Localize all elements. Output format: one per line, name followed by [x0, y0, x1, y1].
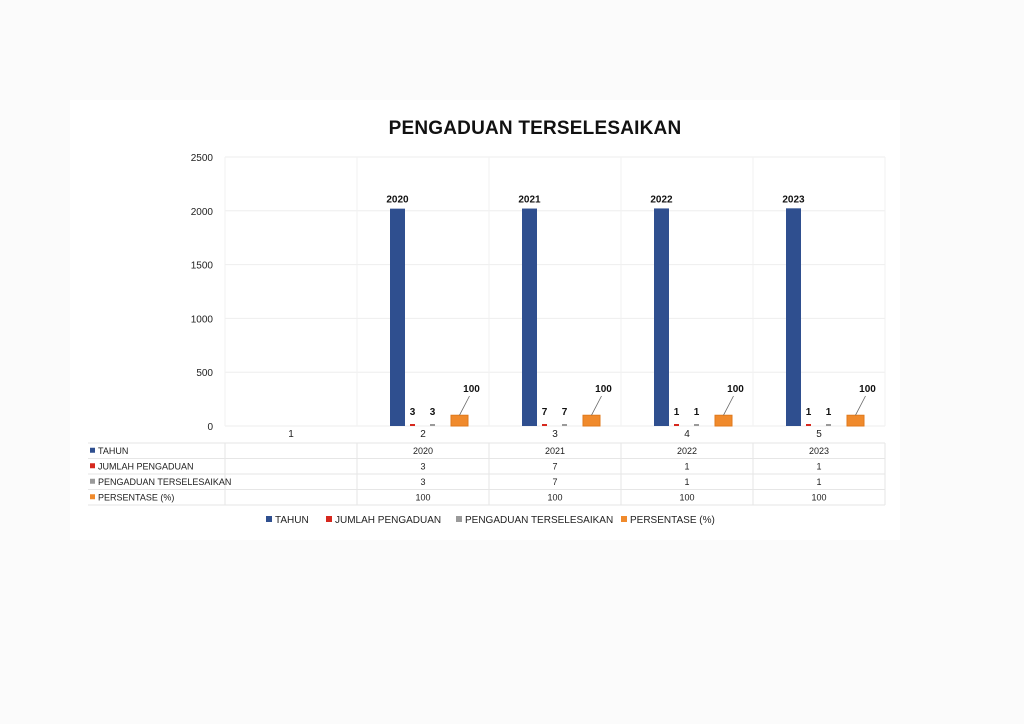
- x-tick-label: 4: [684, 429, 690, 440]
- x-tick-label: 5: [816, 429, 822, 440]
- leader-line: [856, 396, 866, 415]
- table-legend-key: [90, 463, 95, 468]
- table-cell: 2022: [676, 445, 698, 456]
- table-cell: 3: [420, 476, 426, 487]
- data-label: 100: [727, 384, 744, 395]
- legend-key: [266, 516, 272, 522]
- table-row-label: JUMLAH PENGADUAN: [98, 461, 194, 472]
- bar-tahun: [786, 208, 801, 426]
- bar-pengaduan-terselesaikan: [694, 424, 699, 426]
- y-tick-label: 0: [207, 422, 213, 433]
- data-label: 2021: [518, 194, 541, 206]
- data-label: 2020: [386, 194, 409, 206]
- table-row-label: TAHUN: [98, 445, 129, 456]
- data-label: 7: [541, 407, 548, 418]
- bar-tahun: [654, 208, 669, 426]
- table-cell: 100: [679, 492, 695, 503]
- bar-pengaduan-terselesaikan: [826, 424, 831, 426]
- x-tick-label: 1: [288, 429, 294, 440]
- y-tick-label: 500: [196, 368, 213, 380]
- leader-line: [592, 396, 602, 415]
- y-tick-label: 2000: [190, 206, 213, 218]
- data-label: 100: [859, 384, 876, 395]
- bar-persentase-: [451, 415, 468, 426]
- table-legend-key: [90, 479, 95, 484]
- table-cell: 2021: [544, 445, 566, 456]
- data-label: 1: [693, 407, 700, 418]
- data-label: 2023: [782, 194, 805, 206]
- table-cell: 3: [420, 461, 426, 472]
- table-cell: 1: [816, 461, 822, 472]
- bar-tahun: [390, 209, 405, 426]
- y-tick-label: 1500: [190, 260, 213, 272]
- bar-jumlah-pengaduan: [542, 424, 547, 426]
- table-cell: 7: [552, 461, 558, 472]
- bar-pengaduan-terselesaikan: [430, 424, 435, 426]
- table-cell: 100: [547, 492, 563, 503]
- legend-key: [456, 516, 462, 522]
- y-tick-label: 2500: [190, 153, 213, 164]
- legend-label: PENGADUAN TERSELESAIKAN: [465, 515, 614, 526]
- table-legend-key: [90, 448, 95, 453]
- data-label: 100: [463, 384, 480, 395]
- y-tick-label: 1000: [190, 314, 213, 326]
- table-cell: 1: [684, 461, 690, 472]
- x-tick-label: 3: [552, 429, 558, 440]
- table-row-label: PERSENTASE (%): [98, 492, 175, 503]
- data-label: 1: [673, 407, 680, 418]
- data-label: 1: [825, 407, 832, 418]
- data-label: 3: [409, 407, 416, 418]
- bar-persentase-: [715, 415, 732, 426]
- table-row-label: PENGADUAN TERSELESAIKAN: [98, 476, 232, 487]
- leader-line: [724, 396, 734, 415]
- table-cell: 1: [816, 476, 822, 487]
- legend-label: JUMLAH PENGADUAN: [335, 515, 442, 526]
- table-cell: 1: [684, 476, 690, 487]
- table-cell: 100: [415, 492, 431, 503]
- chart-title: PENGADUAN TERSELESAIKAN: [388, 118, 682, 139]
- table-legend-key: [90, 494, 95, 499]
- data-label: 2022: [650, 194, 673, 206]
- bar-jumlah-pengaduan: [410, 424, 415, 426]
- table-cell: 2020: [412, 445, 434, 456]
- bar-tahun: [522, 209, 537, 426]
- leader-line: [460, 396, 470, 415]
- legend-label: PERSENTASE (%): [630, 515, 715, 526]
- data-label: 1: [805, 407, 812, 418]
- bar-jumlah-pengaduan: [674, 424, 679, 426]
- table-cell: 2023: [808, 445, 830, 456]
- legend-label: TAHUN: [275, 515, 309, 526]
- bar-pengaduan-terselesaikan: [562, 424, 567, 426]
- data-label: 7: [561, 407, 568, 418]
- legend-key: [326, 516, 332, 522]
- table-cell: 7: [552, 476, 558, 487]
- data-label: 100: [595, 384, 612, 395]
- bar-jumlah-pengaduan: [806, 424, 811, 426]
- data-label: 3: [429, 407, 436, 418]
- bar-persentase-: [847, 415, 864, 426]
- x-tick-label: 2: [420, 429, 426, 440]
- bar-persentase-: [583, 415, 600, 426]
- legend-key: [621, 516, 627, 522]
- table-cell: 100: [811, 492, 827, 503]
